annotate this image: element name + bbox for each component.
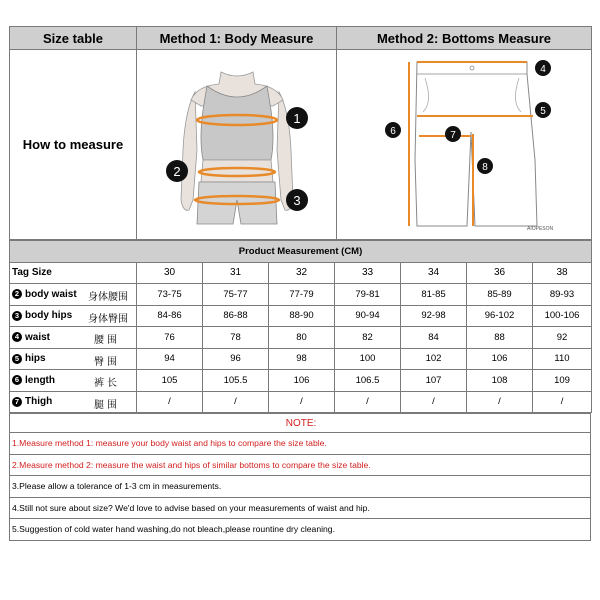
how-to-measure-label: How to measure [10, 50, 137, 240]
measure-method-table [9, 26, 592, 240]
value-cell: 77-79 [269, 284, 335, 306]
number-badge-icon: 7 [12, 397, 22, 407]
value-cell: 109 [533, 370, 592, 392]
row-label-cn: 腰围 [94, 335, 120, 346]
value-cell: 76 [137, 327, 203, 349]
value-cell: 107 [401, 370, 467, 392]
marker-6: 6 [390, 126, 396, 137]
table-row [10, 370, 592, 392]
note-5: 5.Suggestion of cold water hand washing,do not bleach,please rountine dry cleaning. [10, 519, 591, 541]
row-label-en: body hips [25, 310, 73, 322]
product-measurement-title: Product Measurement (CM) [10, 241, 592, 263]
value-cell: 106 [269, 370, 335, 392]
body-figure-icon [137, 50, 337, 234]
value-cell: 88-90 [269, 305, 335, 327]
value-cell: / [137, 391, 203, 413]
row-label [10, 305, 137, 327]
value-cell: 84-86 [137, 305, 203, 327]
marker-2: 2 [173, 164, 181, 179]
note-3: 3.Please allow a tolerance of 1-3 cm in measurements. [10, 476, 591, 498]
value-cell: 82 [335, 327, 401, 349]
value-cell: / [203, 391, 269, 413]
row-label-en: body waist [25, 288, 77, 300]
value-cell: 92 [533, 327, 592, 349]
value-cell: 73-75 [137, 284, 203, 306]
value-cell: 84 [401, 327, 467, 349]
size-cell: 31 [203, 262, 269, 284]
product-measurement-table [9, 240, 592, 413]
row-label-en: waist [25, 331, 51, 343]
value-cell: 108 [467, 370, 533, 392]
method-1-header: Method 1: Body Measure [137, 27, 337, 50]
note-2: 2.Measure method 2: measure the waist and hips of similar bottoms to compare the size table. [10, 454, 591, 476]
row-label-cn: 裤长 [94, 378, 120, 389]
number-badge-icon: 3 [12, 311, 22, 321]
tag-size-label: Tag Size [10, 262, 137, 284]
size-cell: 38 [533, 262, 592, 284]
value-cell: 106.5 [335, 370, 401, 392]
value-cell: / [335, 391, 401, 413]
value-cell: / [401, 391, 467, 413]
note-1: 1.Measure method 1: measure your body waist and hips to compare the size table. [10, 433, 591, 455]
pants-diagram-icon [337, 50, 592, 234]
value-cell: 90-94 [335, 305, 401, 327]
value-cell: 79-81 [335, 284, 401, 306]
table-row [10, 348, 592, 370]
value-cell: 105.5 [203, 370, 269, 392]
marker-1: 1 [293, 111, 301, 126]
value-cell: / [467, 391, 533, 413]
value-cell: 96 [203, 348, 269, 370]
row-label [10, 327, 137, 349]
row-label-en: Thigh [25, 396, 53, 408]
number-badge-icon: 6 [12, 375, 22, 385]
value-cell: 88 [467, 327, 533, 349]
row-label-cn: 身体臀围 [88, 313, 128, 325]
value-cell: 106 [467, 348, 533, 370]
row-label [10, 370, 137, 392]
value-cell: 105 [137, 370, 203, 392]
notes-table [9, 413, 591, 541]
marker-8: 8 [482, 162, 488, 173]
table-row [10, 391, 592, 413]
value-cell: 89-93 [533, 284, 592, 306]
table-row [10, 327, 592, 349]
marker-3: 3 [293, 193, 301, 208]
table-row [10, 284, 592, 306]
row-label [10, 348, 137, 370]
row-label-en: length [25, 374, 55, 386]
marker-4: 4 [540, 64, 546, 75]
body-measure-illustration [137, 50, 337, 240]
size-cell: 33 [335, 262, 401, 284]
value-cell: 100-106 [533, 305, 592, 327]
row-label-cn: 臀围 [94, 356, 120, 368]
row-label [10, 391, 137, 413]
row-label-cn: 身体腰围 [88, 292, 128, 303]
marker-5: 5 [540, 106, 546, 117]
size-chart [9, 26, 591, 541]
value-cell: 75-77 [203, 284, 269, 306]
note-title: NOTE: [10, 414, 591, 433]
number-badge-icon: 4 [12, 332, 22, 342]
value-cell: 86-88 [203, 305, 269, 327]
value-cell: 92-98 [401, 305, 467, 327]
number-badge-icon: 5 [12, 354, 22, 364]
value-cell: 81-85 [401, 284, 467, 306]
value-cell: / [269, 391, 335, 413]
value-cell: 85-89 [467, 284, 533, 306]
value-cell: 80 [269, 327, 335, 349]
marker-7: 7 [450, 130, 456, 141]
row-label-cn: 腿围 [94, 399, 120, 411]
value-cell: / [533, 391, 592, 413]
value-cell: 98 [269, 348, 335, 370]
value-cell: 96-102 [467, 305, 533, 327]
value-cell: 100 [335, 348, 401, 370]
size-cell: 34 [401, 262, 467, 284]
size-cell: 30 [137, 262, 203, 284]
watermark: AIOPESON [527, 226, 554, 232]
bottoms-measure-illustration [337, 50, 592, 240]
table-row [10, 305, 592, 327]
value-cell: 110 [533, 348, 592, 370]
row-label-en: hips [25, 353, 46, 365]
note-4: 4.Still not sure about size? We'd love to advise based on your measurements of waist and hip. [10, 497, 591, 519]
value-cell: 102 [401, 348, 467, 370]
value-cell: 78 [203, 327, 269, 349]
number-badge-icon: 2 [12, 289, 22, 299]
value-cell: 94 [137, 348, 203, 370]
size-cell: 36 [467, 262, 533, 284]
size-cell: 32 [269, 262, 335, 284]
method-2-header: Method 2: Bottoms Measure [337, 27, 592, 50]
row-label [10, 284, 137, 306]
size-table-header: Size table [10, 27, 137, 50]
